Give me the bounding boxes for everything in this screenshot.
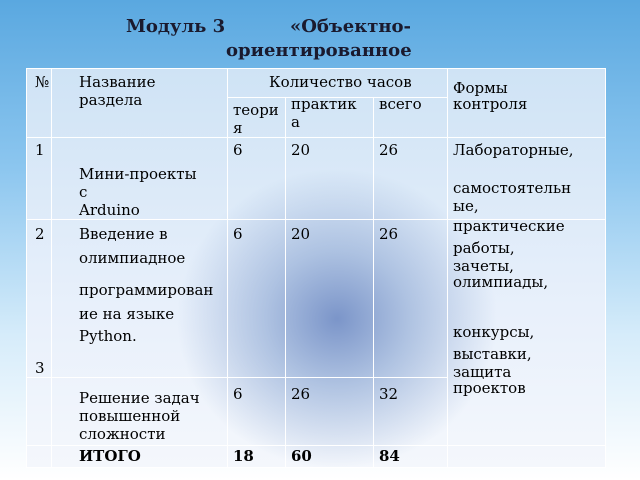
row2-practice: 20 (291, 225, 311, 243)
header-practice-1: практик (291, 95, 357, 113)
row1-name-1: Мини-проекты (79, 165, 197, 183)
row2-name-3: программирован (79, 281, 214, 299)
row2-name-5: Python. (79, 327, 137, 345)
row2-name-1: Введение в (79, 225, 168, 243)
col-divider (373, 97, 374, 467)
control-8: конкурсы, (453, 323, 535, 341)
header-hours: Количество часов (269, 73, 412, 91)
header-section-2: раздела (79, 91, 143, 109)
module-name-line2: ориентированное (226, 40, 412, 61)
col-divider (447, 69, 448, 467)
control-6: зачеты, (453, 257, 514, 275)
control-5: работы, (453, 239, 515, 257)
header-control-1: Формы (453, 79, 508, 97)
header-num: № (35, 73, 50, 91)
row-divider (27, 377, 447, 378)
col-divider (51, 69, 52, 467)
control-3: ые, (453, 197, 479, 215)
control-1: Лабораторные, (453, 141, 574, 159)
control-9: выставки, (453, 345, 532, 363)
header-practice-2: а (291, 113, 300, 131)
col-divider (227, 69, 228, 97)
col-divider (285, 97, 286, 467)
totals-theory: 18 (233, 447, 254, 465)
row1-practice: 20 (291, 141, 311, 159)
curriculum-table (26, 68, 606, 468)
header-control-2: контроля (453, 95, 528, 113)
totals-total: 84 (379, 447, 400, 465)
header-theory-1: теори (233, 101, 279, 119)
row3-name-2: повышенной (79, 407, 181, 425)
row2-theory: 6 (233, 225, 243, 243)
header-total: всего (379, 95, 422, 113)
row3-practice: 26 (291, 385, 311, 403)
module-name-line1: «Объектно- (290, 16, 411, 37)
header-theory-2: я (233, 119, 243, 137)
row-divider (27, 137, 605, 138)
totals-label: ИТОГО (79, 447, 141, 465)
row2-total: 26 (379, 225, 399, 243)
module-label: Модуль 3 (126, 16, 226, 37)
row1-theory: 6 (233, 141, 243, 159)
control-4: практические (453, 217, 565, 235)
control-11: проектов (453, 379, 526, 397)
row1-num: 1 (35, 141, 45, 159)
control-10: защита (453, 363, 512, 381)
control-2: самостоятельн (453, 179, 572, 197)
control-7: олимпиады, (453, 273, 549, 291)
header-section-1: Название (79, 73, 156, 91)
row2-name-4: ие на языке (79, 305, 175, 323)
row3-total: 32 (379, 385, 399, 403)
row3-name-3: сложности (79, 425, 166, 443)
row3-theory: 6 (233, 385, 243, 403)
row-divider (27, 445, 605, 446)
row1-name-3: Arduino (79, 201, 140, 219)
row2-name-2: олимпиадное (79, 249, 186, 267)
row3-num: 3 (35, 359, 45, 377)
row1-total: 26 (379, 141, 399, 159)
col-divider (227, 97, 228, 467)
row3-name-1: Решение задач (79, 389, 200, 407)
row2-num: 2 (35, 225, 45, 243)
row1-name-2: с (79, 183, 88, 201)
totals-practice: 60 (291, 447, 312, 465)
